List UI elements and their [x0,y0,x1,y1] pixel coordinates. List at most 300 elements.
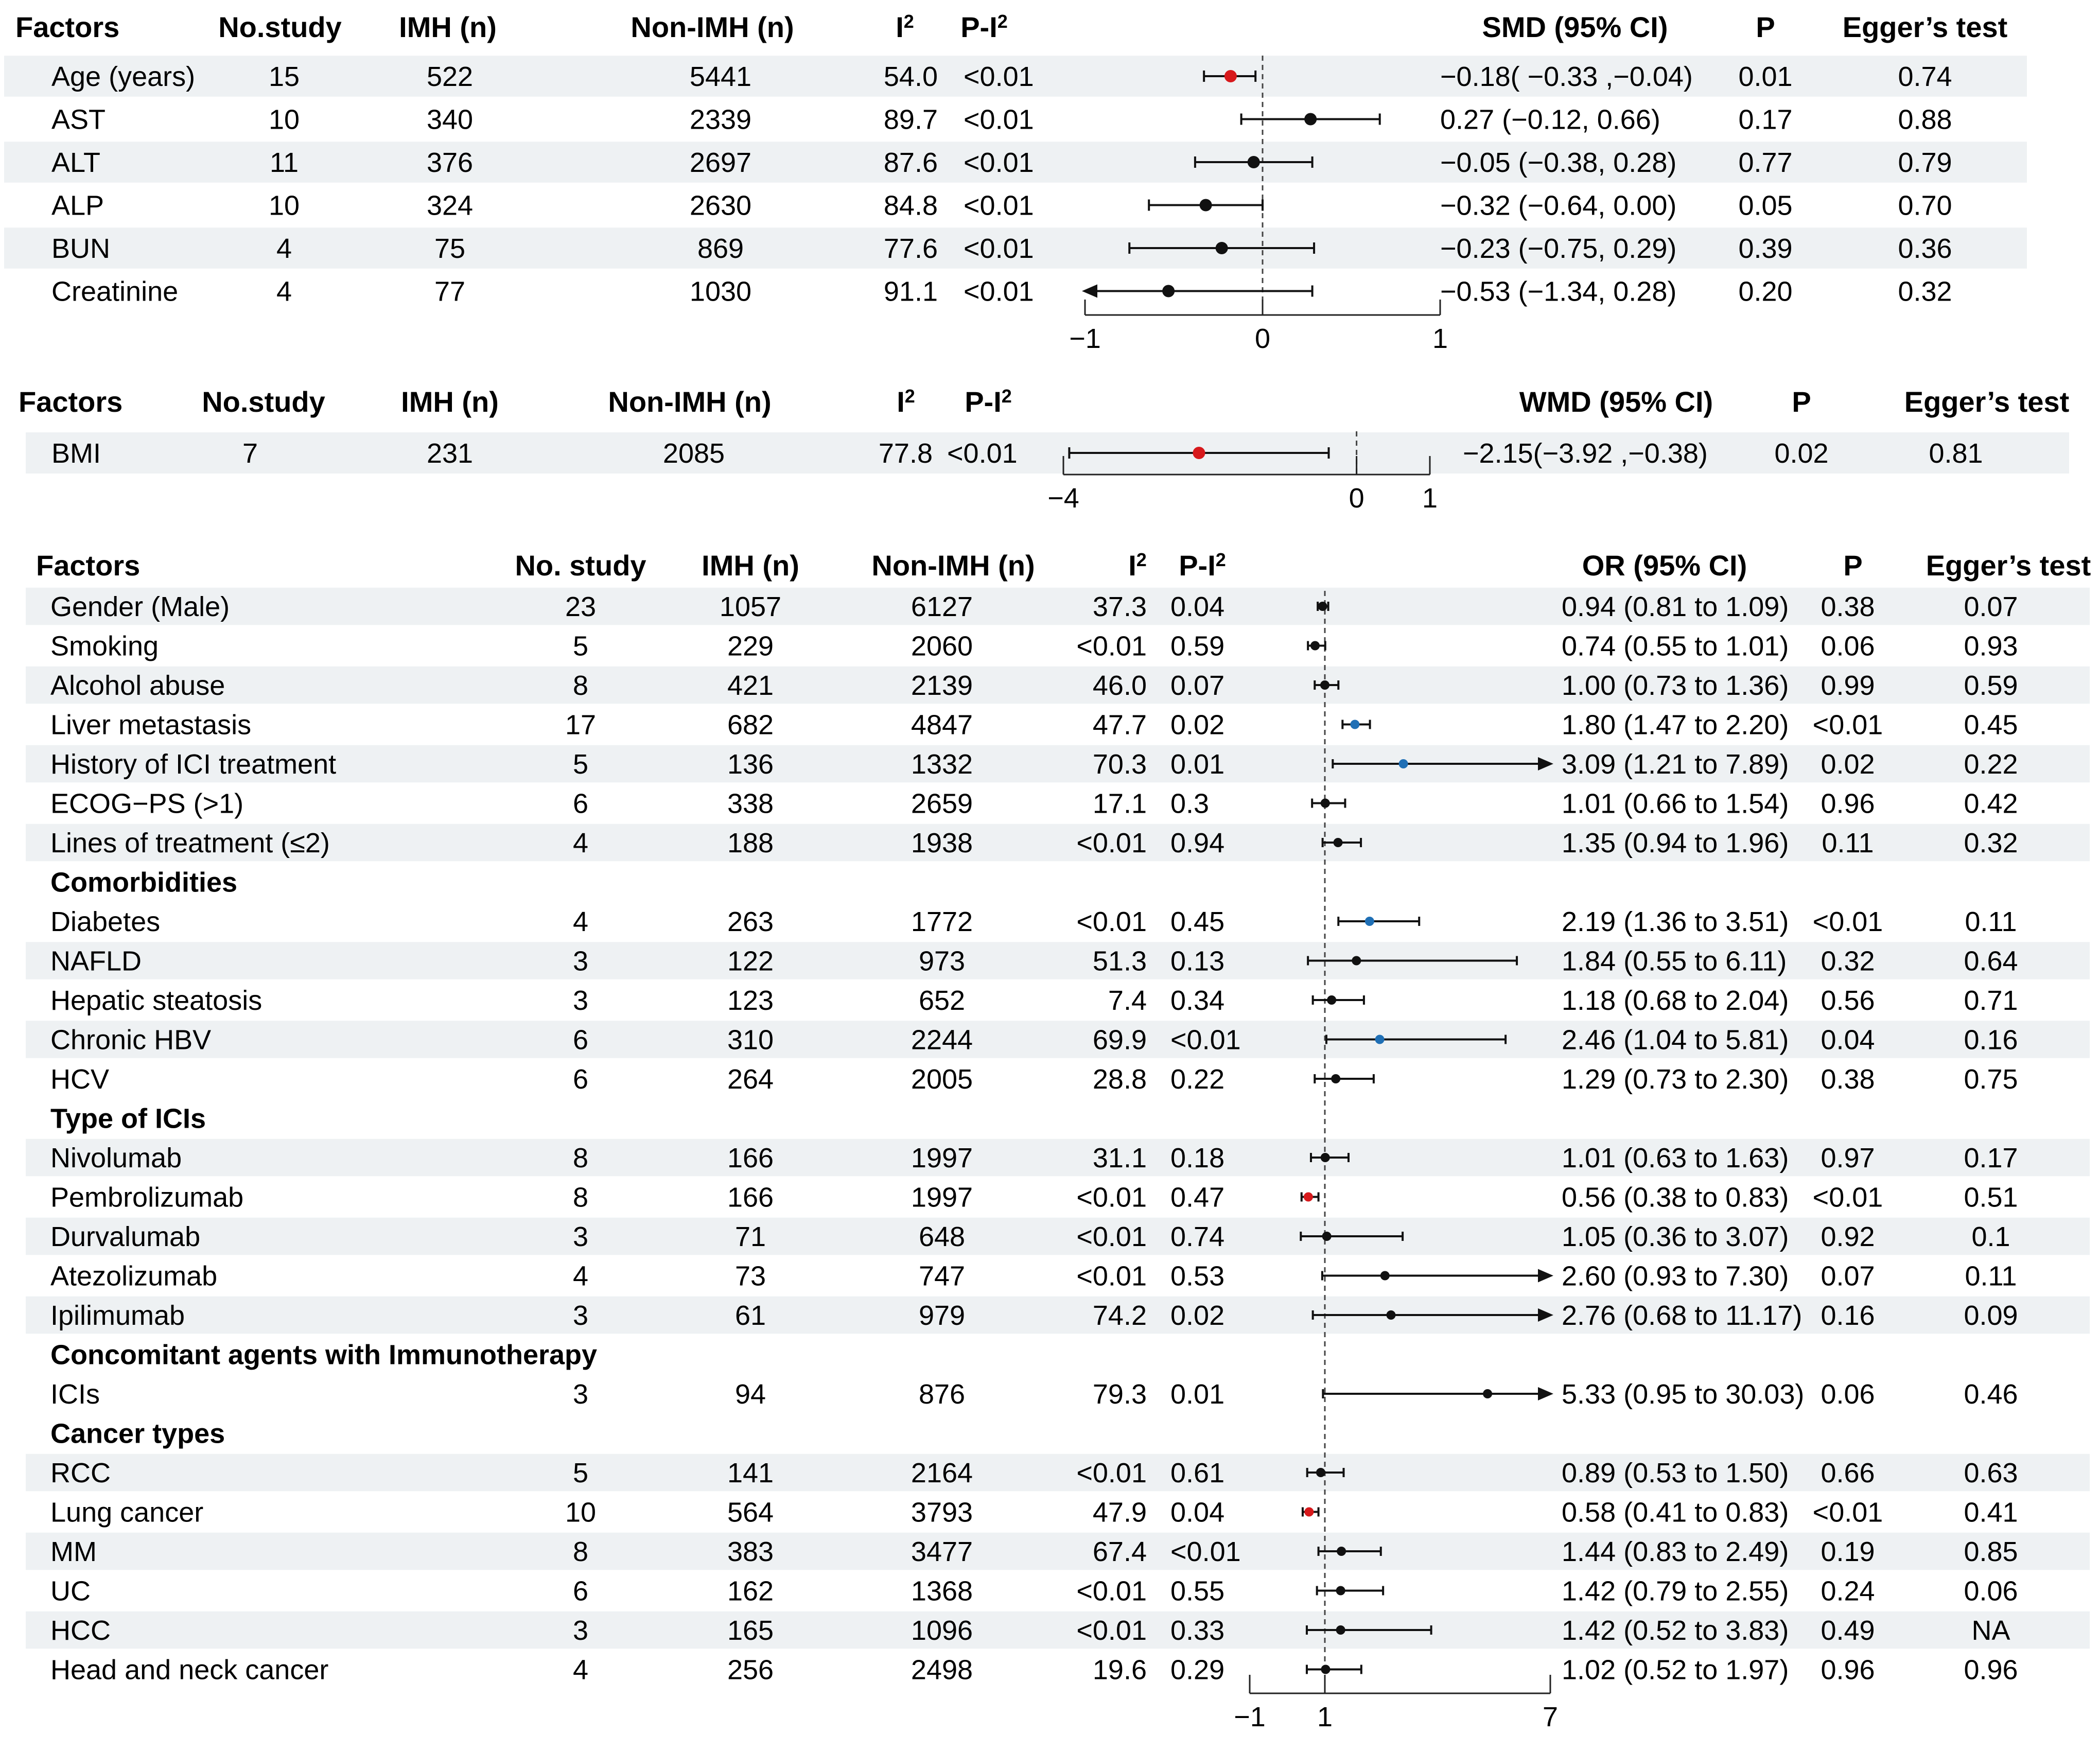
cell-pi2: 0.45 [1170,906,1225,937]
cell-i2: <0.01 [1076,906,1147,937]
cell-studies: 4 [572,828,589,859]
point-estimate [1386,1310,1395,1320]
forest-panel-smd [4,11,2027,354]
cell-pi2: <0.01 [964,276,1034,307]
cell-studies: 3 [572,1300,589,1331]
cell-egger: 0.59 [1964,670,2018,701]
x-tick-label: −1 [1234,1702,1266,1732]
cell-pi2: 0.3 [1170,788,1210,819]
cell-imh: 338 [727,788,774,819]
cell-i2: 89.7 [883,104,938,135]
cell-i2: 87.6 [883,147,938,178]
cell-non: 2164 [911,1458,973,1488]
cell-p: 0.97 [1821,1143,1875,1173]
cell-i2: 91.1 [883,276,938,307]
cell-ci: 1.80 (1.47 to 2.20) [1562,709,1789,741]
point-estimate [1322,1232,1332,1241]
forest-panel-or [26,549,2091,1732]
cell-studies: 6 [572,1064,589,1095]
cell-non: 1368 [911,1575,973,1607]
cell-pi2: 0.33 [1170,1615,1225,1646]
cell-pi2: 0.13 [1170,945,1225,977]
cell-factor: Liver metastasis [50,709,252,741]
column-header-factor: Factors [19,386,123,418]
cell-factor: MM [50,1536,97,1567]
cell-ci: −0.53 (−1.34, 0.28) [1440,276,1677,307]
cell-p: <0.01 [1812,1497,1883,1528]
cell-i2: 7.4 [1108,985,1147,1016]
cell-ci: 0.58 (0.41 to 0.83) [1562,1497,1789,1528]
cell-ci: 1.01 (0.66 to 1.54) [1562,788,1789,819]
cell-non: 1772 [911,906,973,937]
cell-ci: 1.44 (0.83 to 2.49) [1562,1536,1789,1567]
cell-pi2: <0.01 [964,233,1034,264]
cell-studies: 6 [572,788,589,819]
cell-egger: 0.75 [1964,1064,2018,1095]
cell-egger: 0.1 [1971,1221,2010,1252]
cell-ci: −2.15(−3.92 ,−0.38) [1463,438,1708,469]
point-estimate [1483,1389,1492,1398]
cell-i2: 79.3 [1092,1379,1147,1410]
cell-p: 0.06 [1821,1379,1875,1410]
point-estimate [1350,720,1359,729]
column-header-non: Non-IMH (n) [871,549,1035,582]
cell-studies: 4 [276,276,292,307]
cell-non: 2697 [689,147,752,178]
cell-ci: 1.01 (0.63 to 1.63) [1562,1143,1789,1173]
cell-egger: 0.46 [1964,1379,2018,1410]
cell-studies: 5 [572,749,589,780]
point-estimate [1327,995,1336,1005]
cell-ci: 1.02 (0.52 to 1.97) [1562,1654,1789,1686]
cell-factor: Smoking [50,630,159,662]
section-heading: Cancer types [50,1418,225,1449]
cell-egger: 0.16 [1964,1024,2018,1056]
cell-non: 6127 [911,591,973,622]
cell-factor: Age (years) [51,61,196,92]
cell-non: 3477 [911,1536,973,1567]
cell-non: 3793 [911,1497,973,1528]
column-header-egger: Egger’s test [1904,386,2070,418]
cell-egger: 0.51 [1964,1182,2018,1213]
cell-non: 2060 [911,630,973,662]
column-header-studies: No.study [202,386,325,418]
cell-pi2: 0.02 [1170,1300,1225,1331]
cell-factor: Alcohol abuse [50,670,225,701]
forest-panel-wmd [19,386,2069,514]
point-estimate [1336,1586,1345,1596]
x-tick-label: 7 [1542,1702,1559,1732]
cell-i2: <0.01 [1076,1458,1147,1488]
point-estimate [1304,1193,1313,1202]
cell-studies: 8 [572,1182,589,1213]
point-estimate [1200,199,1212,212]
cell-p: 0.32 [1821,945,1875,977]
column-header-ci: OR (95% CI) [1582,549,1747,582]
cell-pi2: 0.47 [1170,1182,1225,1213]
cell-egger: 0.32 [1898,276,1952,307]
cell-p: 0.20 [1738,276,1793,307]
cell-egger: 0.41 [1964,1497,2018,1528]
cell-egger: 0.85 [1964,1536,2018,1567]
cell-i2: <0.01 [1076,1615,1147,1646]
cell-studies: 10 [565,1497,597,1528]
cell-factor: Lung cancer [50,1497,204,1528]
cell-ci: −0.23 (−0.75, 0.29) [1440,233,1677,264]
cell-i2: <0.01 [1076,1182,1147,1213]
cell-p: 0.05 [1738,190,1793,221]
cell-p: <0.01 [1812,906,1883,937]
cell-factor: Hepatic steatosis [50,985,262,1016]
cell-non: 1997 [911,1182,973,1213]
cell-factor: ALP [51,190,104,221]
point-estimate [1336,1625,1345,1635]
cell-imh: 165 [727,1615,774,1646]
cell-non: 1332 [911,749,973,780]
cell-studies: 6 [572,1024,589,1056]
cell-imh: 77 [434,276,466,307]
cell-studies: 4 [572,1654,589,1686]
cell-factor: Creatinine [51,276,179,307]
point-estimate [1316,1468,1325,1477]
column-header-pi2: $P-I^2$ [965,386,1012,418]
cell-non: 2339 [689,104,752,135]
cell-imh: 166 [727,1143,774,1173]
cell-imh: 682 [727,709,774,741]
point-estimate [1321,1665,1330,1674]
cell-pi2: 0.74 [1170,1221,1225,1252]
point-estimate [1375,1035,1385,1044]
point-estimate [1320,680,1329,690]
cell-non: 5441 [689,61,752,92]
cell-pi2: 0.61 [1170,1458,1225,1488]
x-tick-label: 0 [1254,323,1271,354]
cell-ci: 1.18 (0.68 to 2.04) [1562,985,1789,1016]
cell-egger: 0.06 [1964,1575,2018,1607]
cell-imh: 383 [727,1536,774,1567]
cell-p: 0.38 [1821,1064,1875,1095]
cell-factor: HCC [50,1615,111,1646]
cell-factor: Pembrolizumab [50,1182,244,1213]
column-header-p: P [1792,386,1811,418]
cell-i2: 37.3 [1092,591,1147,622]
cell-studies: 3 [572,945,589,977]
cell-studies: 3 [572,1221,589,1252]
column-header-i2: $I^2$ [1128,549,1147,582]
point-estimate [1304,113,1317,126]
cell-p: 0.24 [1821,1575,1875,1607]
cell-non: 2005 [911,1064,973,1095]
cell-egger: 0.64 [1964,945,2018,977]
cell-ci: 0.56 (0.38 to 0.83) [1562,1182,1789,1213]
column-header-imh: IMH (n) [399,11,497,43]
cell-non: 648 [918,1221,966,1252]
cell-imh: 256 [727,1654,774,1686]
column-header-p: P [1756,11,1775,43]
x-tick-label: 0 [1349,483,1364,514]
point-estimate [1334,838,1343,847]
point-estimate [1380,1271,1390,1281]
cell-imh: 141 [727,1458,774,1488]
cell-studies: 8 [572,1536,589,1567]
point-estimate [1193,447,1205,459]
cell-factor: Lines of treatment (≤2) [50,828,330,859]
cell-non: 876 [918,1379,966,1410]
cell-ci: 1.84 (0.55 to 6.11) [1562,945,1787,977]
cell-egger: 0.88 [1898,104,1952,135]
point-estimate [1337,1547,1346,1556]
cell-p: 0.17 [1738,104,1793,135]
cell-egger: 0.71 [1964,985,2018,1016]
point-estimate [1352,956,1361,966]
cell-ci: 1.42 (0.79 to 2.55) [1562,1575,1789,1607]
column-header-p: P [1843,549,1863,582]
cell-i2: 19.6 [1092,1654,1147,1686]
cell-p: 0.19 [1821,1536,1875,1567]
cell-egger: 0.81 [1929,438,1983,469]
cell-ci: −0.18( −0.33 ,−0.04) [1440,61,1693,92]
cell-i2: 67.4 [1092,1536,1147,1567]
point-estimate [1318,602,1327,611]
cell-studies: 8 [572,1143,589,1173]
cell-i2: 74.2 [1092,1300,1147,1331]
cell-pi2: <0.01 [964,147,1034,178]
cell-i2: 84.8 [883,190,938,221]
cell-pi2: 0.53 [1170,1260,1225,1292]
cell-factor: ALT [51,147,101,178]
cell-ci: 5.33 (0.95 to 30.03) [1562,1379,1805,1410]
cell-i2: 69.9 [1092,1024,1147,1056]
cell-imh: 162 [727,1575,774,1607]
column-header-non: Non-IMH (n) [608,386,772,418]
cell-factor: ICIs [50,1379,100,1410]
cell-pi2: 0.55 [1170,1575,1225,1607]
cell-studies: 5 [572,630,589,662]
row-band [26,432,2069,474]
cell-egger: 0.11 [1965,906,2017,937]
cell-i2: <0.01 [1076,1260,1147,1292]
cell-studies: 6 [572,1575,589,1607]
cell-p: 0.39 [1738,233,1793,264]
column-header-i2: $I^2$ [896,11,914,43]
cell-imh: 61 [734,1300,766,1331]
column-header-egger: Egger’s test [1842,11,2008,43]
cell-non: 2630 [689,190,752,221]
point-estimate [1162,285,1175,297]
cell-non: 869 [697,233,744,264]
cell-studies: 17 [565,709,597,741]
cell-ci: 2.19 (1.36 to 3.51) [1562,906,1789,937]
cell-pi2: 0.04 [1170,1497,1225,1528]
cell-i2: <0.01 [1076,828,1147,859]
cell-p: <0.01 [1812,709,1883,741]
cell-i2: 47.9 [1092,1497,1147,1528]
cell-factor: Head and neck cancer [50,1654,329,1686]
cell-i2: 47.7 [1092,709,1147,741]
cell-imh: 94 [734,1379,766,1410]
x-tick-label: −1 [1069,323,1101,354]
cell-imh: 421 [727,670,774,701]
cell-pi2: <0.01 [964,61,1034,92]
cell-ci: −0.32 (−0.64, 0.00) [1440,190,1677,221]
cell-non: 973 [918,945,966,977]
cell-egger: 0.74 [1898,61,1952,92]
cell-ci: 1.42 (0.52 to 3.83) [1562,1615,1789,1646]
column-header-pi2: $P-I^2$ [960,11,1008,43]
cell-studies: 4 [572,906,589,937]
cell-pi2: 0.59 [1170,630,1225,662]
cell-non: 979 [918,1300,966,1331]
ci-arrow [1082,285,1097,298]
cell-non: 4847 [911,709,973,741]
cell-i2: 70.3 [1092,749,1147,780]
x-tick-label: 1 [1317,1702,1333,1732]
cell-egger: 0.22 [1964,749,2018,780]
cell-non: 2139 [911,670,973,701]
cell-p: 0.11 [1822,828,1874,859]
cell-egger: 0.07 [1964,591,2018,622]
cell-non: 2244 [911,1024,973,1056]
column-header-factor: Factors [15,11,120,43]
point-estimate [1304,1508,1314,1517]
cell-imh: 522 [426,61,474,92]
cell-imh: 263 [727,906,774,937]
cell-egger: 0.17 [1964,1143,2018,1173]
cell-non: 1997 [911,1143,973,1173]
cell-non: 2659 [911,788,973,819]
cell-factor: ECOG−PS (>1) [50,788,244,819]
cell-imh: 231 [426,438,474,469]
cell-non: 1096 [911,1615,973,1646]
cell-studies: 10 [268,190,300,221]
cell-non: 652 [918,985,966,1016]
cell-factor: RCC [50,1458,111,1488]
cell-factor: HCV [50,1064,110,1095]
column-header-studies: No. study [515,549,646,582]
cell-imh: 122 [727,945,774,977]
cell-imh: 166 [727,1182,774,1213]
ci-arrow [1538,1387,1553,1400]
cell-ci: 0.74 (0.55 to 1.01) [1562,630,1789,662]
cell-pi2: 0.07 [1170,670,1225,701]
cell-i2: 77.6 [883,233,938,264]
cell-p: 0.66 [1821,1458,1875,1488]
cell-egger: 0.32 [1964,828,2018,859]
cell-studies: 3 [572,1379,589,1410]
column-header-factor: Factors [36,549,141,582]
cell-pi2: 0.01 [1170,749,1225,780]
cell-studies: 8 [572,670,589,701]
cell-i2: <0.01 [1076,1221,1147,1252]
cell-p: 0.56 [1821,985,1875,1016]
cell-pi2: 0.02 [1170,709,1225,741]
cell-ci: 1.35 (0.94 to 1.96) [1562,828,1789,859]
cell-imh: 264 [727,1064,774,1095]
cell-p: 0.04 [1821,1024,1875,1056]
cell-studies: 23 [565,591,597,622]
cell-non: 1030 [689,276,752,307]
cell-i2: 54.0 [883,61,938,92]
cell-factor: BUN [51,233,111,264]
cell-i2: 51.3 [1092,945,1147,977]
point-estimate [1248,156,1260,168]
column-header-imh: IMH (n) [702,549,799,582]
cell-factor: Gender (Male) [50,591,230,622]
cell-p: 0.01 [1738,61,1793,92]
cell-imh: 564 [727,1497,774,1528]
cell-factor: Atezolizumab [50,1260,218,1292]
cell-egger: 0.93 [1964,630,2018,662]
cell-p: <0.01 [1812,1182,1883,1213]
cell-egger: 0.79 [1898,147,1952,178]
cell-factor: NAFLD [50,945,142,977]
cell-factor: BMI [51,438,101,469]
column-header-studies: No.study [218,11,342,43]
cell-imh: 310 [727,1024,774,1056]
point-estimate [1224,70,1237,82]
cell-non: 2498 [911,1654,973,1686]
cell-imh: 1057 [719,591,782,622]
cell-p: 0.99 [1821,670,1875,701]
cell-imh: 71 [734,1221,766,1252]
cell-pi2: 0.18 [1170,1143,1225,1173]
x-tick-label: 1 [1432,323,1448,354]
cell-p: 0.92 [1821,1221,1875,1252]
cell-i2: <0.01 [1076,630,1147,662]
cell-non: 1938 [911,828,973,859]
cell-pi2: <0.01 [964,104,1034,135]
cell-ci: 3.09 (1.21 to 7.89) [1562,749,1789,780]
point-estimate [1216,242,1228,254]
cell-pi2: 0.29 [1170,1654,1225,1686]
point-estimate [1321,1153,1330,1162]
cell-imh: 376 [426,147,474,178]
cell-ci: 1.00 (0.73 to 1.36) [1562,670,1789,701]
cell-studies: 11 [269,147,299,178]
cell-studies: 4 [572,1260,589,1292]
cell-imh: 324 [426,190,474,221]
cell-factor: Chronic HBV [50,1024,212,1056]
cell-imh: 73 [734,1260,766,1292]
cell-ci: 1.05 (0.36 to 3.07) [1562,1221,1789,1252]
cell-p: 0.77 [1738,147,1793,178]
cell-i2: 31.1 [1092,1143,1147,1173]
column-header-ci: WMD (95% CI) [1519,386,1713,418]
cell-factor: Diabetes [50,906,161,937]
column-header-i2: $I^2$ [897,386,915,418]
column-header-ci: SMD (95% CI) [1482,11,1668,43]
cell-imh: 123 [727,985,774,1016]
cell-factor: UC [50,1575,91,1607]
point-estimate [1365,917,1374,926]
cell-imh: 136 [727,749,774,780]
cell-p: 0.96 [1821,788,1875,819]
x-tick-label: −4 [1047,483,1079,514]
point-estimate [1331,1074,1340,1083]
cell-studies: 5 [572,1458,589,1488]
cell-i2: 46.0 [1092,670,1147,701]
cell-imh: 340 [426,104,474,135]
cell-factor: Nivolumab [50,1143,182,1173]
cell-p: 0.02 [1774,438,1829,469]
cell-factor: History of ICI treatment [50,749,337,780]
cell-egger: 0.36 [1898,233,1952,264]
cell-egger: 0.63 [1964,1458,2018,1488]
cell-i2: <0.01 [1076,1575,1147,1607]
cell-ci: 0.27 (−0.12, 0.66) [1440,104,1660,135]
cell-pi2: <0.01 [1170,1024,1241,1056]
cell-p: 0.96 [1821,1654,1875,1686]
